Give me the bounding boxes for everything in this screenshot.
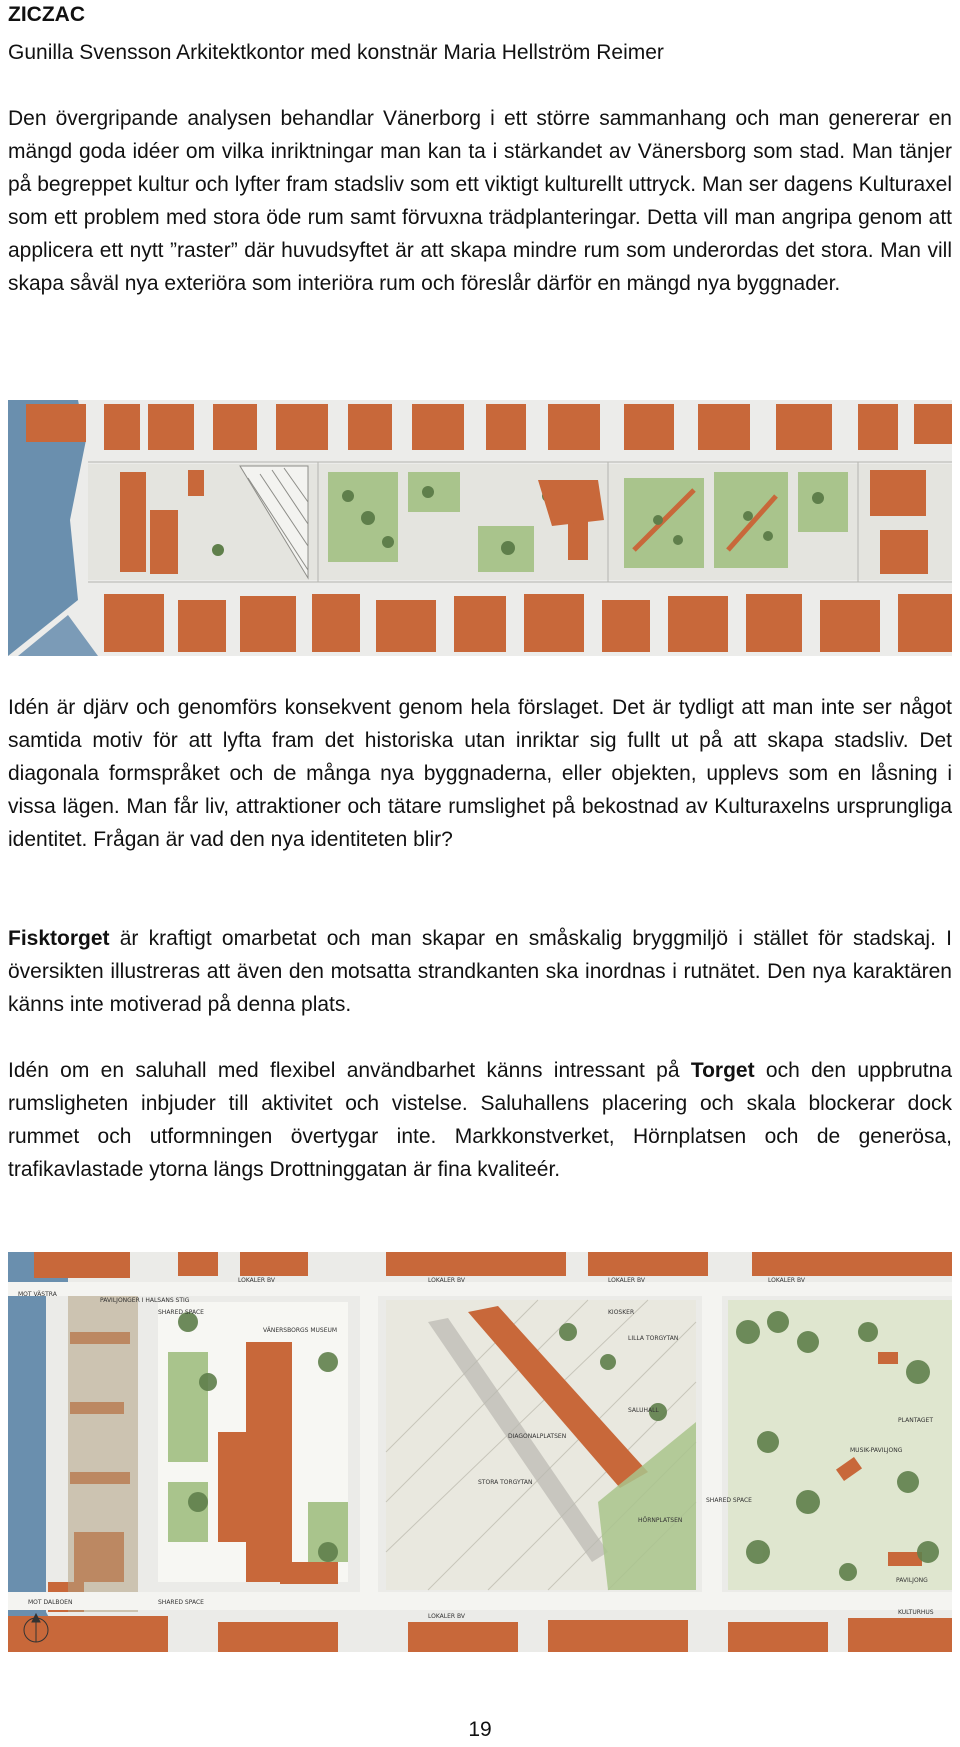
label-shared-space-right: SHARED SPACE: [706, 1497, 752, 1504]
paragraph-assessment: Idén är djärv och genomförs konsekvent genom hela förslaget. Det är tydligt att man inte ser något samtida motiv för att lyfta fram det historiska utan inriktar sig fullt ut på att skapa stadsliv. Det diagonala formspråket och de många nya byggnaderna, eller objekten, upplevs som en låsning i vissa lägen. Man får liv, attraktioner och tätare rumslighet på bekostnad av Kulturaxelns ursprungliga identitet. Frågan är vad den nya identiteten blir?: [8, 696, 952, 851]
torget-text-a: Idén om en saluhall med flexibel användbarhet känns intressant på: [8, 1059, 691, 1082]
label-musikpaviljong: MUSIK-PAVILJONG: [850, 1447, 903, 1454]
building-block-row-top: [26, 404, 952, 450]
label-lokaler-5: LOKALER BV: [428, 1613, 466, 1620]
label-lilla-torgytan: LILLA TORGYTAN: [628, 1335, 679, 1342]
label-paviljong: PAVILJONG: [896, 1577, 928, 1584]
detailed-site-plan: [8, 1252, 952, 1652]
torget-term: Torget: [690, 1059, 755, 1082]
label-hornplatsen: HÖRNPLATSEN: [638, 1517, 683, 1524]
label-saluhall: SALUHALL: [628, 1407, 659, 1414]
label-museum: VÄNERSBORGS MUSEUM: [263, 1327, 338, 1334]
label-mot-dalboen: MOT DALBOEN: [28, 1599, 73, 1606]
label-shared-space-bottom: SHARED SPACE: [158, 1599, 204, 1606]
torget-text-b: och den uppbrutna rumsligheten inbjuder till aktivitet och vistelse. Saluhallens placering och skala blockerar dock rummet och utformningen övertygar inte. Markkonstverket, Hörnplatsen och de generösa, trafikavlastade ytorna längs Drottninggatan är fina kvaliteér.: [8, 1059, 952, 1181]
label-kiosker: KIOSKER: [608, 1309, 635, 1316]
authors-line: Gunilla Svensson Arkitektkontor med konstnär Maria Hellström Reimer: [8, 41, 664, 64]
paragraph-analysis: Den övergripande analysen behandlar Vänerborg i ett större sammanhang och man genererar en mängd goda idéer om vilka inriktningar man kan ta i stärkandet av Vänersborg som stad. Man tänjer på begreppet kultur och lyfter fram stadsliv som ett viktigt kulturellt uttryck. Man ser dagens Kulturaxel som ett problem med stora öde rum samt förvuxna trädplanteringar. Detta vill man angripa genom att applicera ett nytt ”raster” där huvudsyftet är att skapa mindre rum som underordas det stora. Man vill skapa såväl nya exteriöra som interiöra rum och föreslår därför en mängd nya byggnader.: [8, 107, 952, 295]
label-lokaler-2: LOKALER BV: [428, 1277, 466, 1284]
fisktorget-term: Fisktorget: [8, 927, 110, 950]
label-lokaler-3: LOKALER BV: [608, 1277, 646, 1284]
label-stora-torgytan: STORA TORGYTAN: [478, 1479, 533, 1486]
page-title: ZICZAC: [8, 3, 85, 26]
label-kulturhus: KULTURHUS: [898, 1609, 934, 1616]
label-paviljonger: PAVILJONGER I HALSANS STIG: [100, 1297, 190, 1304]
paragraph-torget: [8, 1054, 952, 1186]
label-lokaler-1: LOKALER BV: [238, 1277, 276, 1284]
page-number: 19: [468, 1718, 492, 1741]
label-shared-space-top: SHARED SPACE: [158, 1309, 204, 1316]
overview-plan-drawing: [8, 400, 952, 656]
fisktorget-text: är kraftigt omarbetat och man skapar en småskalig bryggmiljö i stället för stadskaj. I översikten illustreras att även den motsatta strandkanten ska inordnas i rutnätet. Den nya karaktären känns inte motiverad på denna plats.: [8, 927, 952, 1016]
label-lokaler-4: LOKALER BV: [768, 1277, 806, 1284]
label-diagonalplatsen: DIAGONALPLATSEN: [508, 1433, 567, 1440]
detailed-plan-drawing: [8, 1252, 952, 1652]
overview-site-plan: [8, 400, 952, 656]
paragraph-fisktorget: [8, 922, 952, 1021]
label-mot-vastra: MOT VÄSTRA: [18, 1291, 57, 1298]
label-plantaget: PLANTAGET: [898, 1417, 933, 1424]
